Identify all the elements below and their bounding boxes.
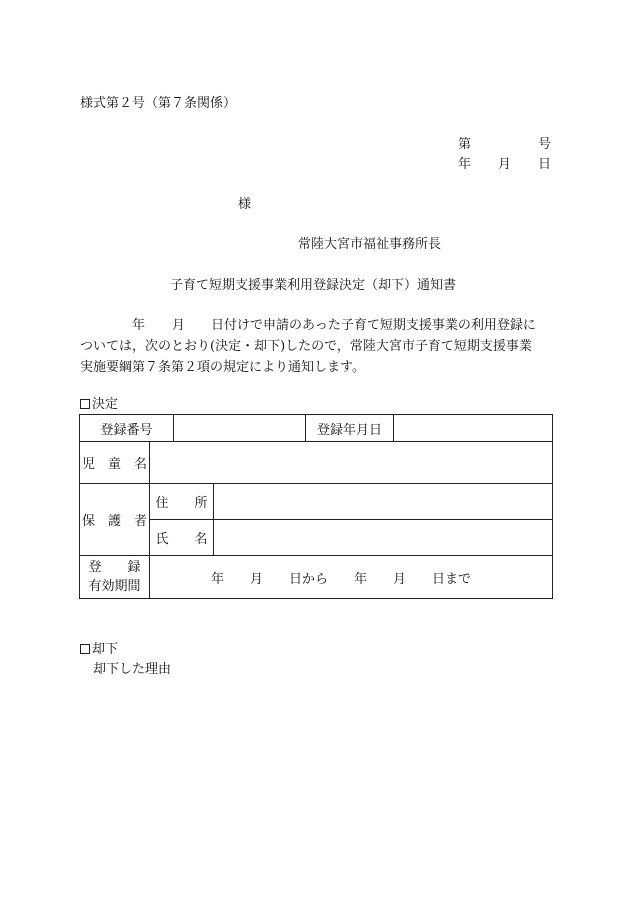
date-day-label: 日 (538, 157, 552, 172)
guardian-label: 保 護 者 (80, 484, 150, 556)
decision-label: 決定 (92, 397, 119, 412)
validity-period-label (80, 556, 150, 599)
reg-number-field[interactable] (174, 415, 306, 442)
validity-period-label-line-2: 有効期間 (88, 579, 141, 594)
rejection-reason-label: 却下した理由 (93, 662, 172, 677)
body-line-1-text: 日付けで申請のあった子育て短期支援事業の利用登録に (211, 318, 536, 333)
body-line-3: 実施要綱第７条第２項の規定により通知します。 (80, 360, 365, 375)
child-name-field[interactable] (150, 442, 553, 484)
doc-number-label-dai: 第 (458, 137, 472, 152)
rejection-checkbox[interactable] (80, 644, 90, 654)
address-field[interactable] (214, 484, 553, 520)
date-year-label: 年 (458, 157, 472, 172)
body-line-2: ついては，次のとおり(決定・却下)したので，常陸大宮市子育て短期支援事業 (80, 339, 532, 354)
decision-checkbox[interactable] (80, 399, 90, 409)
rejection-option[interactable] (80, 643, 118, 656)
body-text (80, 315, 555, 378)
decision-option[interactable] (80, 398, 118, 411)
document-title: 子育て短期支援事業利用登録決定（却下）通知書 (170, 278, 457, 293)
doc-number-label-go: 号 (538, 137, 552, 152)
name-field[interactable] (214, 520, 553, 556)
child-name-label: 児 童 名 (80, 442, 150, 484)
body-line-1 (80, 315, 555, 336)
body-year-label: 年 (132, 318, 146, 333)
reg-date-field[interactable] (394, 415, 553, 442)
name-label: 氏 名 (150, 520, 214, 556)
reg-date-label: 登録年月日 (306, 415, 394, 442)
body-month-label: 月 (172, 318, 186, 333)
reg-number-label: 登録番号 (80, 415, 174, 442)
form-number: 様式第２号（第７条関係） (80, 96, 237, 111)
registration-table (79, 414, 553, 599)
address-label: 住 所 (150, 484, 214, 520)
date-month-label: 月 (498, 157, 512, 172)
validity-period-field[interactable]: 年 月 日から 年 月 日まで (150, 556, 553, 599)
issuer: 常陸大宮市福祉事務所長 (298, 237, 442, 252)
addressee-suffix: 様 (238, 197, 252, 212)
rejection-label: 却下 (92, 642, 119, 657)
validity-period-label-line-1: 登 録 (88, 560, 141, 575)
